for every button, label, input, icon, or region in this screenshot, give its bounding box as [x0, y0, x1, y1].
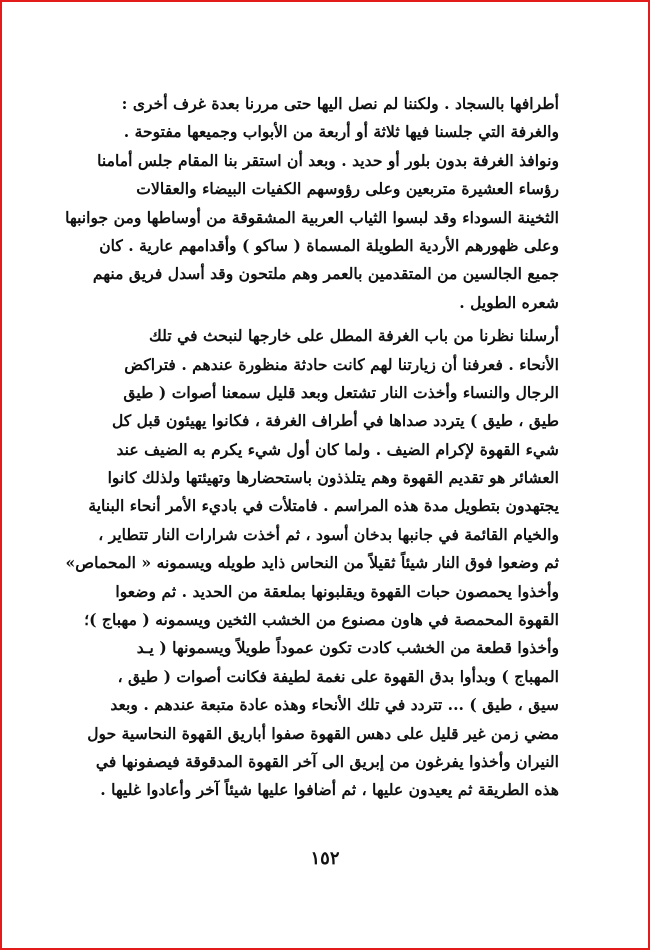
text-line: الأنحاء . فعرفنا أن زيارتنا لهم كانت حادثة منظورة عندهم . فتراكض	[124, 354, 559, 374]
book-page-text	[65, 90, 559, 805]
text-line: هذه الطريقة ثم يعيدون عليها ، ثم أضافوا عليها شيئاً آخر وأعادوا غليها .	[100, 780, 559, 800]
text-line: رؤساء العشيرة متربعين وعلى رؤوسهم الكفيات البيضاء والعقالات	[136, 179, 559, 199]
text-line: النيران وأخذوا يفرغون من إبريق الى آخر القهوة المدقوقة فيصفونها في	[95, 751, 559, 771]
text-line: جميع الجالسين من المتقدمين بالعمر وهم ملتحون وقد أسدل فريق منهم	[92, 264, 559, 284]
page-number: ١٥٢	[310, 848, 340, 869]
text-line: المهباج ) وبدأوا بدق القهوة على نغمة لطيفة فكانت أصوات ( طيق ،	[117, 666, 559, 686]
text-line: ثم وضعوا فوق النار شيئاً ثقيلاً من النحاس ذايد طويله ويسمونه « المحماص»	[65, 553, 559, 573]
text-line: وأخذوا يحمصون حبات القهوة ويقلبونها بملعقة من الحديد . ثم وضعوا	[115, 581, 559, 601]
text-line: الثخينة السوداء وقد لبسوا الثياب العربية المشقوقة من أوساطها ومن جوانبها	[65, 207, 559, 227]
text-line: ونوافذ الغرفة بدون بلور أو حديد . وبعد أن استقر بنا المقام جلس أمامنا	[97, 150, 559, 170]
text-line: وأخذوا قطعة من الخشب كادت تكون عموداً طويلاً ويسمونها ( يـد	[136, 638, 559, 658]
text-line: العشائر هو تقديم القهوة وهم يتلذذون باستحضارها وتهيئتها ولذلك كانوا	[107, 468, 559, 488]
text-line: وعلى ظهورهم الأردية الطويلة المسماة ( ساكو ) وأقدامهم عارية . كان	[99, 235, 559, 255]
text-line: والخيام القائمة في جانبها بدخان أسود ، ثم أخذت شرارات النار تتطاير ،	[98, 524, 559, 544]
text-line: يجتهدون بتطويل مدة هذه المراسم . فامتلأت في باديء الأمر أنحاء البناية	[88, 496, 559, 516]
text-line: سيق ، طيق ) ... تتردد في تلك الأنحاء وهذه عادة متبعة عندهم . وبعد	[110, 695, 559, 715]
text-line: أرسلنا نظرنا من باب الغرفة المطل على خارجها لنبحث في تلك	[149, 326, 559, 346]
text-line: طيق ، طيق ) يتردد صداها في أطراف الغرفة ، فكانوا يهيئون قبل كل	[111, 411, 559, 431]
text-line: شعره الطويل .	[459, 292, 559, 312]
text-line: مضي زمن غير قليل على دهس القهوة صفوا أباريق القهوة النحاسية حول	[87, 723, 559, 743]
text-line: الرجال والنساء وأخذت النار تشتعل وبعد قليل سمعنا أصوات ( طيق	[123, 382, 559, 402]
text-line: أطرافها بالسجاد . ولكننا لم نصل اليها حتى مررنا بعدة غرف أخرى :	[121, 94, 559, 113]
text-line: شيء القهوة لإكرام الضيف . ولما كان أول شيء يكرم به الضيف عند	[116, 439, 559, 459]
paragraph-1	[65, 90, 559, 317]
paragraph-2	[65, 322, 559, 805]
text-line: والغرفة التي جلسنا فيها ثلاثة أو أربعة من الأبواب وجميعها مفتوحة .	[123, 122, 559, 142]
text-line: القهوة المحمصة في هاون مصنوع من الخشب الثخين ويسمونه ( مهباج )؛	[84, 610, 559, 630]
